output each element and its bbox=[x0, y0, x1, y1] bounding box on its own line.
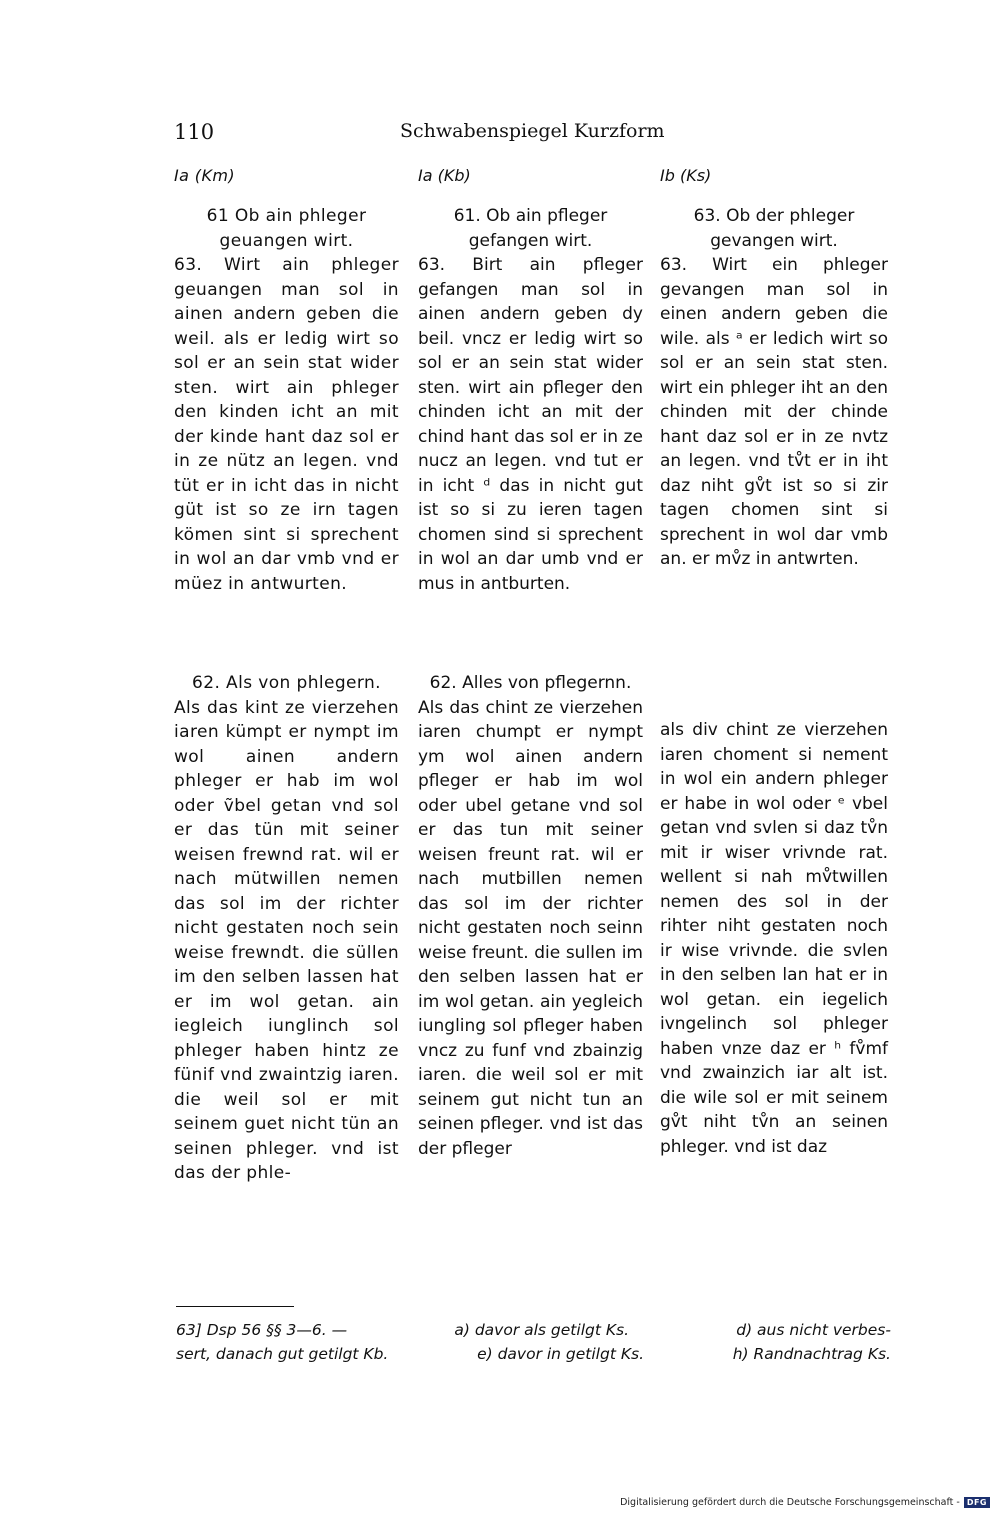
footnote: a) davor als getilgt Ks. bbox=[454, 1321, 630, 1339]
chapter-text: 63. Birt ain pfleger gefangen man sol in ainen andern geben dy beil. vncz er ledig wirt so sol er an sein stat wider sten. wirt ain pfleger den chinden icht an mit der chind hant das sol er in ze nucz an legen. vnd tut er in icht ᵈ das in nicht gut ist so si zu ieren tagen chomen sind si sprechent in wol an dar umb vnd er mus in antburten. bbox=[418, 255, 643, 594]
footnote-rule bbox=[176, 1306, 294, 1307]
column-ks bbox=[660, 166, 888, 1157]
footnote: sert, danach gut getilgt Kb. bbox=[176, 1345, 389, 1363]
chapter-title: 61. Ob ain pfleger gefangen wirt. bbox=[453, 206, 608, 251]
column-label: Ia (Km) bbox=[174, 166, 235, 185]
chapter-62 bbox=[418, 671, 643, 1161]
chapter-text: Als das kint ze vierzehen iaren kümpt er nympt im wol ainen andern phleger er hab im wol oder ṽbel getan vnd sol er das tün mit seiner weisen frewnd rat. wil er nach mütwillen nemen das sol im der richter nicht gestaten noch sein weise frewndt. die süllen im den selben lassen hat er im wol getan. ain iegleich iunglinch sol phleger haben hintz ze fünif vnd zwaintzig iaren. die weil sol er mit seinem guet nicht tün an seinen phleger. vnd ist das der phle- bbox=[174, 697, 399, 1183]
chapter-62 bbox=[174, 671, 399, 1186]
footnote-line bbox=[176, 1342, 891, 1366]
chapter-text: Als das chint ze vierzehen iaren chumpt er nympt ym wol ainen andern pfleger er hab im wol oder ubel getane vnd sol er das tun mit seiner weisen freunt rat. wil er nach mutbillen nemen das sol im der richter nicht gestaten noch seinn weise freunt. die sullen im den selben lassen hat er im wol getan. ain yegleich iungling sol pfleger haben vncz zu funf vnd zbainzig iaren. die weil sol er mit seinem gut nicht tun an seinen pfleger. vnd ist das der pfleger bbox=[418, 697, 643, 1159]
footnote: e) davor in getilgt Ks. bbox=[477, 1345, 644, 1363]
chapter-61 bbox=[418, 204, 643, 596]
chapter-62-continued bbox=[660, 718, 888, 1159]
chapter-title: 62. Als von phlegern. bbox=[192, 673, 381, 693]
chapter-61 bbox=[174, 204, 399, 596]
dfg-logo-icon: DFG bbox=[964, 1497, 990, 1508]
digitization-credit bbox=[620, 1497, 990, 1508]
footnote: 63] Dsp 56 §§ 3—6. — bbox=[176, 1321, 348, 1339]
chapter-title: 62. Alles von pflegernn. bbox=[429, 673, 632, 693]
column-kb bbox=[418, 166, 643, 1159]
chapter-63 bbox=[660, 204, 888, 572]
chapter-title: 61 Ob ain phleger geuangen wirt. bbox=[206, 206, 367, 251]
footnotes bbox=[176, 1318, 896, 1366]
page-number: 110 bbox=[174, 120, 215, 144]
footnote: h) Randnachtrag Ks. bbox=[732, 1345, 891, 1363]
chapter-text: 63. Wirt ain phleger geuangen man sol in ainen andern geben die weil. als er ledig wirt so sol er an sein stat wider sten. wirt ain phleger den kinden icht an mit der kinde hant daz sol er in ze nütz an legen. vnd tüt er in icht das in nicht güt ist so ze irn tagen kömen sint si sprechent in wol an dar vmb vnd er müez in antwurten. bbox=[174, 255, 399, 594]
running-title: Schwabenspiegel Kurzform bbox=[400, 120, 665, 142]
footnote-line bbox=[176, 1318, 891, 1342]
footnote: d) aus nicht verbes- bbox=[736, 1321, 891, 1339]
chapter-text: als div chint ze vierzehen iaren choment si nement in wol ein andern phleger er habe in wol oder ᵉ vbel getan vnd svlen si daz tv̊n mit ir wiser vrivnde rat. wellent si nah mv̊twillen nemen des sol in der rihter niht gestaten noch ir wise vrivnde. die svlen in den selben lan hat er in wol getan. ein iegelich ivngelinch sol phleger haben vnze daz er ʰ fv̊mf vnd zwainzich iar alt ist. die wile sol er mit seinem gv̊t niht tv̊n an seinen phleger. vnd ist daz bbox=[660, 720, 888, 1157]
column-km bbox=[174, 166, 399, 1183]
chapter-text: 63. Wirt ein phleger gevangen man sol in einen andern geben die wile. als ᵃ er ledich wirt so sol er an sein stat sten. wirt ein phleger iht an den chinden mit der chinde hant daz sol er in ze nvtz an legen. vnd tv̊t er in iht daz niht gv̊t ist so si zir tagen chomen sint si sprechent in wol dar vmb an. er mv̊z in antwrten. bbox=[660, 255, 888, 569]
credit-text: Digitalisierung gefördert durch die Deutsche Forschungsgemeinschaft - bbox=[620, 1497, 960, 1508]
column-label: Ib (Ks) bbox=[660, 166, 712, 185]
column-label: Ia (Kb) bbox=[418, 166, 471, 185]
chapter-title: 63. Ob der phleger gevangen wirt. bbox=[693, 206, 855, 251]
